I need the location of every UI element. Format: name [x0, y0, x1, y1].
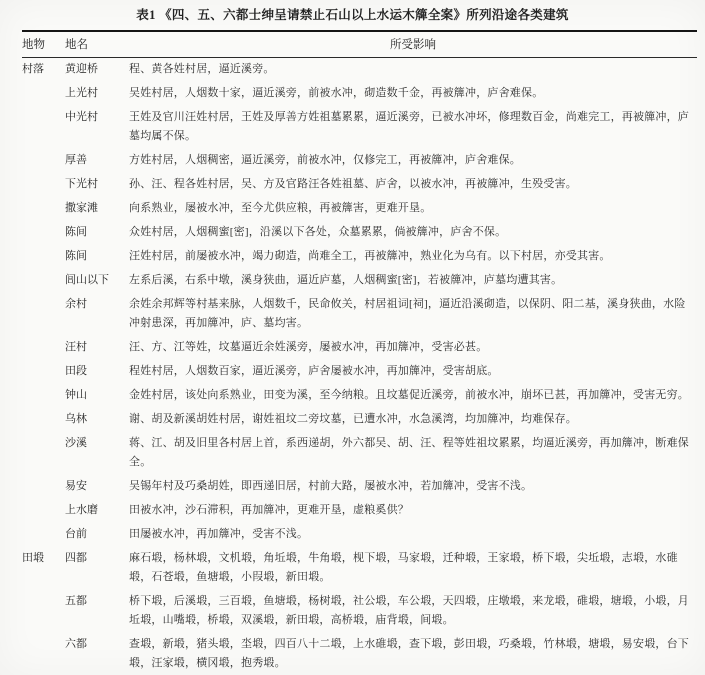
cell-place-name: 钟山 — [65, 389, 87, 401]
cell-place-name: 余村 — [65, 298, 87, 310]
table-body — [22, 58, 697, 675]
cell-feature-type: 田塅 — [22, 552, 44, 564]
table-row — [22, 149, 697, 173]
cell-impact-text: 吴锡年村及巧桑胡姓，即西递旧居，村前大路，屡被水冲，若加簰冲，受害不浅。 — [129, 480, 533, 492]
table-row — [22, 384, 697, 408]
cell-impact-text: 谢、胡及新溪胡姓村居，谢姓祖坟二旁坟墓，已遭水冲，水急溪湾，均加簰冲，均难保存。 — [129, 413, 577, 425]
cell-place-name: 厚善 — [65, 154, 87, 166]
cell-impact-text: 桥下塅，后溪塅，三百塅，鱼塘塅，杨树塅，社公塅，车公塅，天四塅，庄墩塅，来龙塅，碓塅，塘塅，小塅，月坵塅，山嘴塅，桥塅，双溪塅，新田塅，高桥塅，庙背塅，间塅。 — [129, 595, 689, 626]
cell-impact-text: 蒋、江、胡及旧里各村居上首，系西递胡，外六都吴、胡、汪、程等姓祖坟累累，均逼近溪旁，再加簰冲，断难保全。 — [129, 437, 689, 468]
cell-feature-type — [22, 84, 65, 103]
cell-impact-text: 汪姓村居，前屡被水冲，竭力砌造，尚难全工，再被簰冲，熟业化为乌有。以下村居，亦受其害。 — [129, 250, 611, 262]
cell-place-name: 易安 — [65, 480, 87, 492]
cell-place-name: 撒家滩 — [65, 202, 98, 214]
cell-impact-text: 麻石塅，杨林塅，文机塅，角坵塅，牛角塅，枧下塅，马家塅，迁种塅，王家塅，桥下塅，尖坵塅，志塅，水碓塅，石苍塅，鱼塘塅，小叚塅，新田塅。 — [129, 552, 678, 583]
cell-feature-type — [22, 108, 65, 146]
table-row — [22, 432, 697, 475]
cell-impact-text: 余姓余邦辉等村基来脉，人烟数千，民命攸关，村居祖词[祠]，逼近沿溪砌造，以保阴、阳二基，溪身狭曲，水险冲射患深，再加簰冲，庐、墓均害。 — [129, 298, 686, 329]
cell-impact-text: 左系后溪，右系中墩，溪身狭曲，逼近庐墓，人烟稠蜜[密]，若被簰冲，庐墓均遭其害。 — [129, 274, 563, 286]
cell-feature-type: 村落 — [22, 63, 44, 75]
cell-feature-type — [22, 223, 65, 242]
column-header-impact: 所受影响 — [390, 39, 436, 51]
cell-feature-type — [22, 410, 65, 429]
table-row — [22, 245, 697, 269]
table-row — [22, 221, 697, 245]
cell-impact-text: 向系熟业，屡被水冲，至今尤供应粮，再被簰害，更难开垦。 — [129, 202, 432, 214]
cell-impact-text: 王姓及官川汪姓村居，王姓及厚善方姓祖墓累累，逼近溪旁，已被水冲坏，修理数百金，尚难完工，再被簰冲，庐墓均属不保。 — [129, 111, 689, 142]
table-row — [22, 475, 697, 499]
table-row — [22, 173, 697, 197]
cell-place-name: 乌林 — [65, 413, 87, 425]
table-row — [22, 336, 697, 360]
table-row — [22, 58, 697, 82]
cell-feature-type — [22, 338, 65, 357]
data-table — [22, 30, 697, 675]
cell-impact-text: 孙、汪、程各姓村居，吴、方及官路汪各姓祖墓、庐舍，以被水冲，再被簰冲，生殁受害。 — [129, 178, 577, 190]
cell-impact-text: 查塅，新塅，猪头塅，坔塅，四百八十二塅，上水碓塅，查下塅，彭田塅，巧桑塅，竹林塅，塘塅，易安塅，台下塅，汪家塅，横冈塅，抱秀塅。 — [129, 638, 689, 669]
cell-feature-type — [22, 151, 65, 170]
cell-place-name: 陈间 — [65, 250, 87, 262]
table-row — [22, 547, 697, 590]
cell-feature-type — [22, 247, 65, 266]
cell-feature-type — [22, 271, 65, 290]
cell-impact-text: 田屡被水冲，再加簰冲，受害不浅。 — [129, 528, 309, 540]
table-row — [22, 269, 697, 293]
table-row — [22, 197, 697, 221]
cell-place-name: 中光村 — [65, 111, 98, 123]
cell-place-name: 台前 — [65, 528, 87, 540]
cell-feature-type — [22, 635, 65, 673]
table-row — [22, 633, 697, 675]
cell-impact-text: 田被水冲，沙石滞积，再加簰冲，更难开垦，虚粮奚供？ — [129, 504, 409, 516]
cell-feature-type — [22, 592, 65, 630]
cell-feature-type — [22, 362, 65, 381]
cell-place-name: 五都 — [65, 595, 87, 607]
cell-feature-type — [22, 525, 65, 544]
table-row — [22, 82, 697, 106]
cell-place-name: 六都 — [65, 638, 87, 650]
cell-feature-type — [22, 501, 65, 520]
cell-place-name: 汪村 — [65, 341, 87, 353]
cell-place-name: 上水磨 — [65, 504, 98, 516]
table-row — [22, 590, 697, 633]
cell-impact-text: 程姓村居，人烟数百家，逼近溪旁，庐舍屡被水冲，再加簰冲，受害胡底。 — [129, 365, 499, 377]
cell-place-name: 陈间 — [65, 226, 87, 238]
cell-place-name: 四都 — [65, 552, 87, 564]
cell-place-name: 闾山以下 — [65, 274, 109, 286]
cell-impact-text: 方姓村居，人烟稠密，逼近溪旁，前被水冲，仅修完工，再被簰冲，庐舍难保。 — [129, 154, 521, 166]
column-header-place: 地名 — [65, 39, 88, 51]
table-row — [22, 106, 697, 149]
cell-feature-type — [22, 434, 65, 472]
cell-place-name: 下光村 — [65, 178, 98, 190]
column-header-feature: 地物 — [22, 39, 45, 51]
cell-impact-text: 程、黄各姓村居，逼近溪旁。 — [129, 63, 275, 75]
table-header-row — [22, 32, 697, 58]
cell-impact-text: 众姓村居，人烟稠蜜[密]，沿溪以下各处，众墓累累，倘被簰冲，庐舍不保。 — [129, 226, 507, 238]
cell-impact-text: 金姓村居，该处向系熟业，田变为溪，至今纳粮。且坟墓促近溪旁，前被水冲，崩坏已甚，再加簰冲，受害无穷。 — [129, 389, 689, 401]
table-row — [22, 408, 697, 432]
cell-feature-type — [22, 295, 65, 333]
cell-impact-text: 汪、方、江等姓，坟墓逼近余姓溪旁，屡被水冲，再加簰冲，受害必甚。 — [129, 341, 488, 353]
table-row — [22, 523, 697, 547]
table-row — [22, 499, 697, 523]
cell-feature-type — [22, 386, 65, 405]
cell-impact-text: 吴姓村居，人烟数十家，逼近溪旁，前被水冲，砌造数千金，再被簰冲，庐舍难保。 — [129, 87, 544, 99]
table-caption: 表1 《四、五、六都士绅呈请禁止石山以上水运木簰全案》所列沿途各类建筑 — [136, 8, 569, 22]
table-row — [22, 293, 697, 336]
cell-place-name: 上光村 — [65, 87, 98, 99]
cell-place-name: 田段 — [65, 365, 87, 377]
cell-place-name: 黄迎桥 — [65, 63, 98, 75]
cell-feature-type — [22, 175, 65, 194]
cell-place-name: 沙溪 — [65, 437, 87, 449]
cell-feature-type — [22, 199, 65, 218]
cell-feature-type — [22, 477, 65, 496]
table-row — [22, 360, 697, 384]
